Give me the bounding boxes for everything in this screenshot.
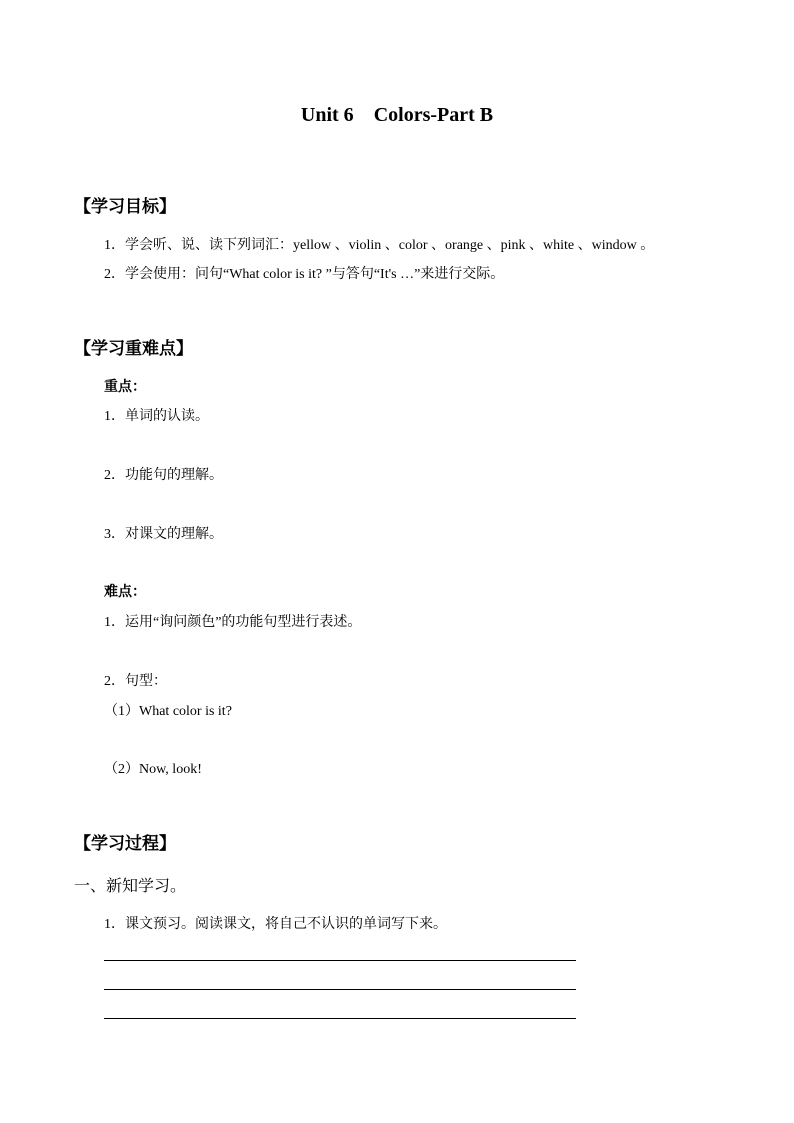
- unit-number: Unit 6: [300, 104, 354, 126]
- section-heading-goals: 【学习目标】: [74, 197, 176, 217]
- task-1: 1．课文预习。阅读课文，将自己不认识的单词写下来。: [104, 917, 447, 932]
- difficulty-label: 难点：: [104, 584, 146, 600]
- key-item-3: 3．对课文的理解。: [104, 527, 223, 542]
- section-heading-process: 【学习过程】: [74, 834, 176, 854]
- sentence-1: （1）What color is it?: [104, 704, 232, 719]
- goal-item-1: 1．学会听、说、读下列词汇：yellow 、violin 、color 、orange 、pink 、white 、window 。: [104, 238, 655, 253]
- difficulty-item-2: 2．句型：: [104, 674, 167, 689]
- page-title: [0, 104, 794, 127]
- sentence-2: （2）Now, look!: [104, 762, 202, 777]
- answer-line-3[interactable]: [104, 1018, 576, 1019]
- goal-item-2: 2．学会使用：问句“What color is it? ”与答句“It's …”来进行交际。: [104, 267, 505, 282]
- key-item-2: 2．功能句的理解。: [104, 468, 223, 483]
- difficulty-item-1: 1．运用“询问颜色”的功能句型进行表述。: [104, 615, 362, 630]
- section-heading-keypoints: 【学习重难点】: [74, 339, 193, 359]
- key-item-1: 1．单词的认读。: [104, 409, 209, 424]
- answer-line-2[interactable]: [104, 989, 576, 990]
- part-heading: 一、新知学习。: [74, 878, 187, 895]
- key-label: 重点：: [104, 379, 146, 395]
- unit-name: Colors-Part B: [373, 104, 494, 126]
- answer-line-1[interactable]: [104, 960, 576, 961]
